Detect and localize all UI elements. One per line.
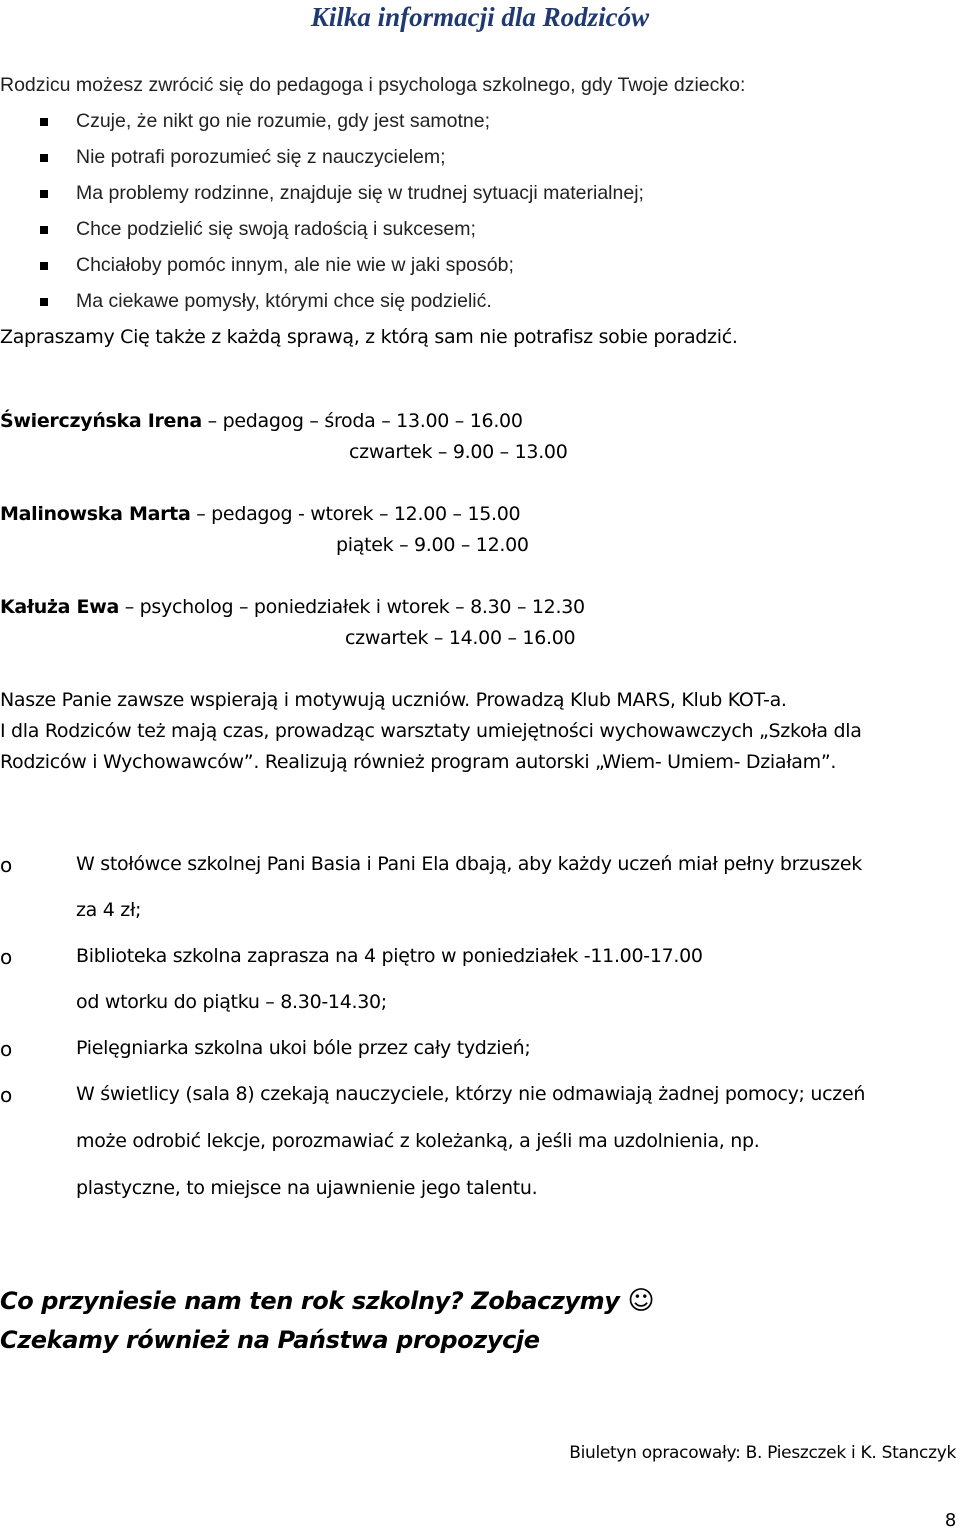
text-line: Rodziców i Wychowawców”. Realizują również program autorski „Wiem- Umiem- Działam”.	[0, 751, 837, 773]
list-item: Ma problemy rodzinne, znajduje się w trudnej sytuacji materialnej;	[76, 182, 644, 204]
circle-bullet-icon: o	[0, 853, 13, 877]
text-line: I dla Rodziców też mają czas, prowadząc warsztaty umiejętności wychowawczych „Szkoła dla	[0, 720, 862, 742]
square-bullet-icon	[40, 154, 48, 162]
list-item-line: W stołówce szkolnej Pani Basia i Pani Ela dbają, aby każdy uczeń miał pełny brzuszek	[76, 853, 862, 875]
list-item: Nie potrafi porozumieć się z nauczycielem;	[76, 146, 446, 168]
staff-hours: – pedagog – środa – 13.00 – 16.00	[201, 410, 523, 432]
square-bullet-icon	[40, 298, 48, 306]
list-item-line: W świetlicy (sala 8) czekają nauczyciele, którzy nie odmawiają żadnej pomocy; uczeń	[76, 1083, 866, 1105]
square-bullet-icon	[40, 262, 48, 270]
closing-text: Co przyniesie nam ten rok szkolny? Zobaczymy	[0, 1287, 620, 1315]
list-item-line: może odrobić lekcje, porozmawiać z koleżanką, a jeśli ma uzdolnienia, np.	[76, 1130, 760, 1152]
staff-hours-extra: czwartek – 9.00 – 13.00	[349, 441, 568, 463]
smiley-icon: ☺	[627, 1286, 655, 1316]
circle-bullet-icon: o	[0, 945, 13, 969]
page-number: 8	[944, 1510, 956, 1531]
closing-question	[0, 1286, 654, 1316]
list-item-line: plastyczne, to miejsce na ujawnienie jego talentu.	[76, 1177, 538, 1199]
list-item-line: od wtorku do piątku – 8.30-14.30;	[76, 991, 387, 1013]
staff-hours: – psycholog – poniedziałek i wtorek – 8.30 – 12.30	[118, 596, 585, 618]
intro-text: Rodzicu możesz zwrócić się do pedagoga i psychologa szkolnego, gdy Twoje dziecko:	[0, 74, 746, 96]
square-bullet-icon	[40, 226, 48, 234]
staff-hours-extra: piątek – 9.00 – 12.00	[336, 534, 529, 556]
staff-row	[0, 596, 585, 618]
circle-bullet-icon: o	[0, 1083, 13, 1107]
staff-hours: – pedagog - wtorek – 12.00 – 15.00	[190, 503, 521, 525]
list-item-line: Biblioteka szkolna zaprasza na 4 piętro w poniedziałek -11.00-17.00	[76, 945, 703, 967]
closing-invitation: Czekamy również na Państwa propozycje	[0, 1326, 540, 1354]
staff-row	[0, 503, 520, 525]
staff-name: Świerczyńska Irena	[0, 410, 202, 432]
list-item: Chciałoby pomóc innym, ale nie wie w jaki sposób;	[76, 254, 514, 276]
square-bullet-icon	[40, 190, 48, 198]
list-item: Czuje, że nikt go nie rozumie, gdy jest samotne;	[76, 110, 491, 132]
invite-text: Zapraszamy Cię także z każdą sprawą, z którą sam nie potrafisz sobie poradzić.	[0, 326, 738, 348]
staff-name: Kałuża Ewa	[0, 596, 119, 618]
staff-hours-extra: czwartek – 14.00 – 16.00	[345, 627, 576, 649]
list-item-line: Pielęgniarka szkolna ukoi bóle przez cały tydzień;	[76, 1037, 531, 1059]
staff-row	[0, 410, 523, 432]
list-item-line: za 4 zł;	[76, 899, 142, 921]
staff-name: Malinowska Marta	[0, 503, 191, 525]
list-item: Ma ciekawe pomysły, którymi chce się podzielić.	[76, 290, 492, 312]
credit-line: Biuletyn opracowały: B. Pieszczek i K. Stanczyk	[569, 1443, 956, 1463]
square-bullet-icon	[40, 118, 48, 126]
text-line: Nasze Panie zawsze wspierają i motywują uczniów. Prowadzą Klub MARS, Klub KOT-a.	[0, 689, 787, 711]
list-item: Chce podzielić się swoją radością i sukcesem;	[76, 218, 476, 240]
circle-bullet-icon: o	[0, 1037, 13, 1061]
page-title: Kilka informacji dla Rodziców	[310, 2, 650, 32]
